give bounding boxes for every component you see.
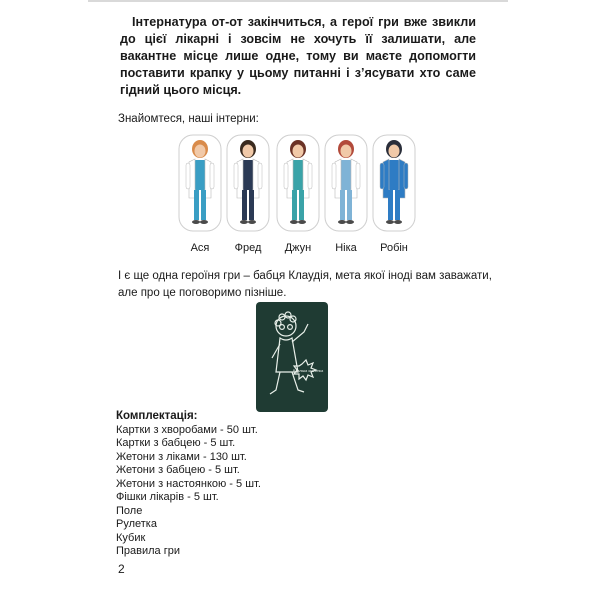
- leg: [340, 190, 345, 220]
- intern-robin-figure: [372, 134, 416, 232]
- intern-asya-figure: [178, 134, 222, 232]
- list-item: Фішки лікарів - 5 шт.: [116, 491, 219, 503]
- list-item: Правила гри: [116, 545, 180, 557]
- face: [293, 145, 304, 158]
- list-item: Поле: [116, 504, 143, 517]
- intern-name: Робін: [380, 242, 408, 254]
- top-rule: [88, 0, 508, 2]
- kit-section: [116, 410, 416, 559]
- face: [389, 145, 400, 158]
- intern-nika-figure: [324, 134, 368, 232]
- leg: [249, 190, 254, 220]
- leg: [292, 190, 297, 220]
- intern-name: Ніка: [335, 242, 357, 254]
- shoe: [338, 220, 346, 224]
- arm: [258, 163, 262, 189]
- intro-paragraph: Інтернатура от-от закінчиться, а герої гри вже звикли до цієї лікарні і зовсім не хочуть її залишати, але вакантне місце лише одне, тому ви маєте допомогти поставити крапку у цьому питанні і з’ясувати хто саме гідний цього місця.: [120, 15, 476, 97]
- intern-name: Фред: [234, 242, 262, 254]
- granny-claudia-card: [256, 302, 328, 412]
- arm: [308, 163, 312, 189]
- shoe: [386, 220, 394, 224]
- list-item: Кубик: [116, 531, 146, 544]
- list-item: Жетони з бабцею - 5 шт.: [116, 464, 240, 476]
- shoe: [200, 220, 208, 224]
- face: [243, 145, 254, 158]
- shoe: [240, 220, 248, 224]
- granny-paragraph: І є ще одна героїня гри – бабця Клаудія, мета якої іноді вам заважати, але про це поговоримо пізніше.: [118, 270, 492, 299]
- intern-fred-figure: [226, 134, 270, 232]
- leg: [201, 190, 206, 220]
- shoe: [290, 220, 298, 224]
- intern-name: Ася: [190, 242, 210, 254]
- intern-fred: [226, 134, 270, 258]
- interns-row: [178, 134, 418, 258]
- leg: [395, 190, 400, 220]
- list-item: Картки з бабцею - 5 шт.: [116, 437, 236, 449]
- face: [341, 145, 352, 158]
- leg: [242, 190, 247, 220]
- leg: [347, 190, 352, 220]
- leg: [388, 190, 393, 220]
- list-item: Жетони з ліками - 130 шт.: [116, 450, 247, 463]
- kit-list: [116, 424, 416, 559]
- arm: [356, 163, 360, 189]
- intern-june: [276, 134, 320, 258]
- shoe: [192, 220, 200, 224]
- granny-caption: В галька заклепка: [292, 369, 324, 373]
- face: [195, 145, 206, 158]
- arm: [380, 163, 384, 189]
- shoe: [248, 220, 256, 224]
- shoe: [346, 220, 354, 224]
- arm: [186, 163, 190, 189]
- page-number: 2: [118, 562, 125, 576]
- meet-interns-label: Знайомтеся, наші інтерни:: [118, 113, 259, 125]
- arm: [210, 163, 214, 189]
- intern-asya: [178, 134, 222, 258]
- arm: [284, 163, 288, 189]
- shoe: [298, 220, 306, 224]
- list-item: Жетони з настоянкою - 5 шт.: [116, 477, 261, 490]
- list-item: Картки з хворобами - 50 шт.: [116, 423, 258, 436]
- arm: [404, 163, 408, 189]
- list-item: Рулетка: [116, 518, 157, 530]
- intern-name: Джун: [284, 242, 312, 254]
- shoe: [394, 220, 402, 224]
- kit-title: Комплектація:: [116, 410, 198, 422]
- arm: [234, 163, 238, 189]
- intern-june-figure: [276, 134, 320, 232]
- intern-nika: [324, 134, 368, 258]
- arm: [332, 163, 336, 189]
- intern-robin: [372, 134, 416, 258]
- leg: [194, 190, 199, 220]
- leg: [299, 190, 304, 220]
